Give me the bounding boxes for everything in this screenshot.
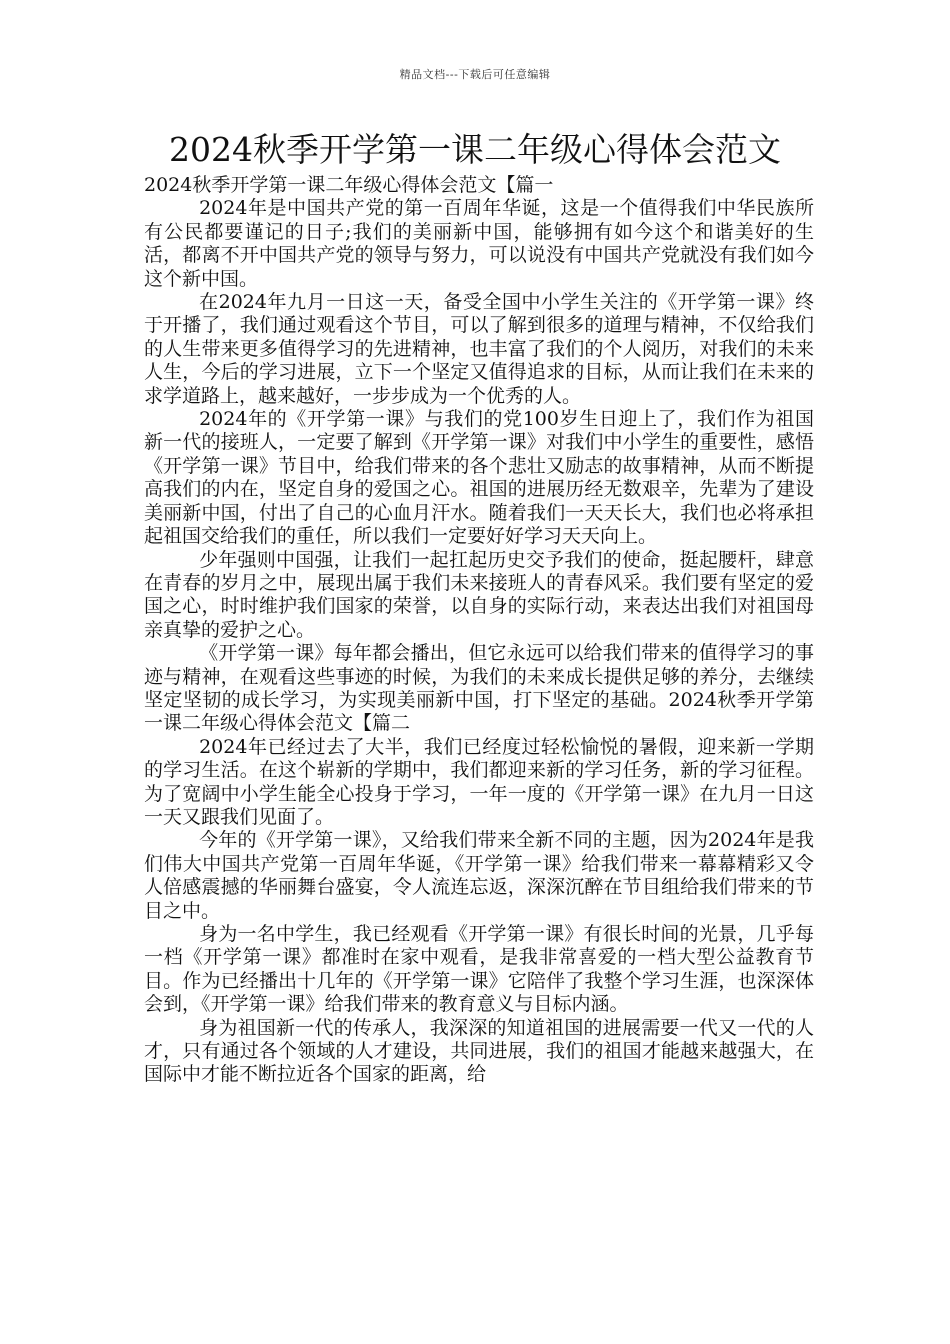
document-title: 2024秋季开学第一课二年级心得体会范文 [169, 130, 781, 169]
paragraph: 2024年已经过去了大半，我们已经度过轻松愉悦的暑假，迎来新一学期的学习生活。在这个崭新的学期中，我们都迎来新的学习任务，新的学习征程。为了宽阔中小学生能全心投身于学习，一年一度的《开学第一课》在九月一日这一天又跟我们见面了。 [144, 735, 814, 828]
paragraph: 2024年是中国共产党的第一百周年华诞，这是一个值得我们中华民族所有公民都要谨记的日子;我们的美丽新中国，能够拥有如今这个和谐美好的生活，都离不开中国共产党的领导与努力，可以说没有中国共产党就没有我们如今这个新中国。 [144, 197, 814, 290]
paragraph: 在2024年九月一日这一天，备受全国中小学生关注的《开学第一课》终于开播了，我们通过观看这个节目，可以了解到很多的道理与精神，不仅给我们的人生带来更多值得学习的先进精神，也丰富了我们的个人阅历，对我们的未来人生，今后的学习进展，立下一个坚定又值得追求的目标，从而让我们在未来的求学道路上，越来越好，一步步成为一个优秀的人。 [144, 291, 814, 407]
paragraph: 身为一名中学生，我已经观看《开学第一课》有很长时间的光景，几乎每一档《开学第一课》都准时在家中观看，是我非常喜爱的一档大型公益教育节目。作为已经播出十几年的《开学第一课》它陪伴了我整个学习生涯，也深深体会到，《开学第一课》给我们带来的教育意义与目标内涵。 [144, 923, 814, 1016]
paragraph: 身为祖国新一代的传承人，我深深的知道祖国的进展需要一代又一代的人才，只有通过各个领域的人才建设，共同进展，我们的祖国才能越来越强大，在国际中才能不断拉近各个国家的距离，给 [144, 1016, 814, 1086]
paragraph: 2024年的《开学第一课》与我们的党100岁生日迎上了，我们作为祖国新一代的接班人，一定要了解到《开学第一课》对我们中小学生的重要性，感悟《开学第一课》节目中，给我们带来的各个悲壮又励志的故事精神，从而不断提高我们的内在，坚定自身的爱国之心。祖国的进展历经无数艰辛，先辈为了建设美丽新中国，付出了自己的心血月汗水。随着我们一天天长大，我们也必将承担起祖国交给我们的重任，所以我们一定要好好学习天天向上。 [144, 408, 814, 548]
paragraph: 少年强则中国强，让我们一起扛起历史交予我们的使命，挺起腰杆，肆意在青春的岁月之中，展现出属于我们未来接班人的青春风采。我们要有坚定的爱国之心，时时维护我们国家的荣誉，以自身的实际行动，来表达出我们对祖国母亲真挚的爱护之心。 [144, 548, 814, 641]
document-body [144, 174, 814, 1087]
section-subtitle: 2024秋季开学第一课二年级心得体会范文【篇一 [144, 174, 554, 196]
paragraph: 今年的《开学第一课》，又给我们带来全新不同的主题，因为2024年是我们伟大中国共产党第一百周年华诞，《开学第一课》给我们带来一幕幕精彩又令人倍感震撼的华丽舞台盛宴，令人流连忘返，深深沉醉在节目组给我们带来的节目之中。 [144, 829, 814, 922]
header-note: 精品文档---下载后可任意编辑 [399, 68, 551, 81]
paragraph: 《开学第一课》每年都会播出，但它永远可以给我们带来的值得学习的事迹与精神，在观看这些事迹的时候，为我们的未来成长提供足够的养分，去继续坚定坚韧的成长学习，为实现美丽新中国，打下坚定的基础。2024秋季开学第一课二年级心得体会范文【篇二 [144, 642, 814, 735]
